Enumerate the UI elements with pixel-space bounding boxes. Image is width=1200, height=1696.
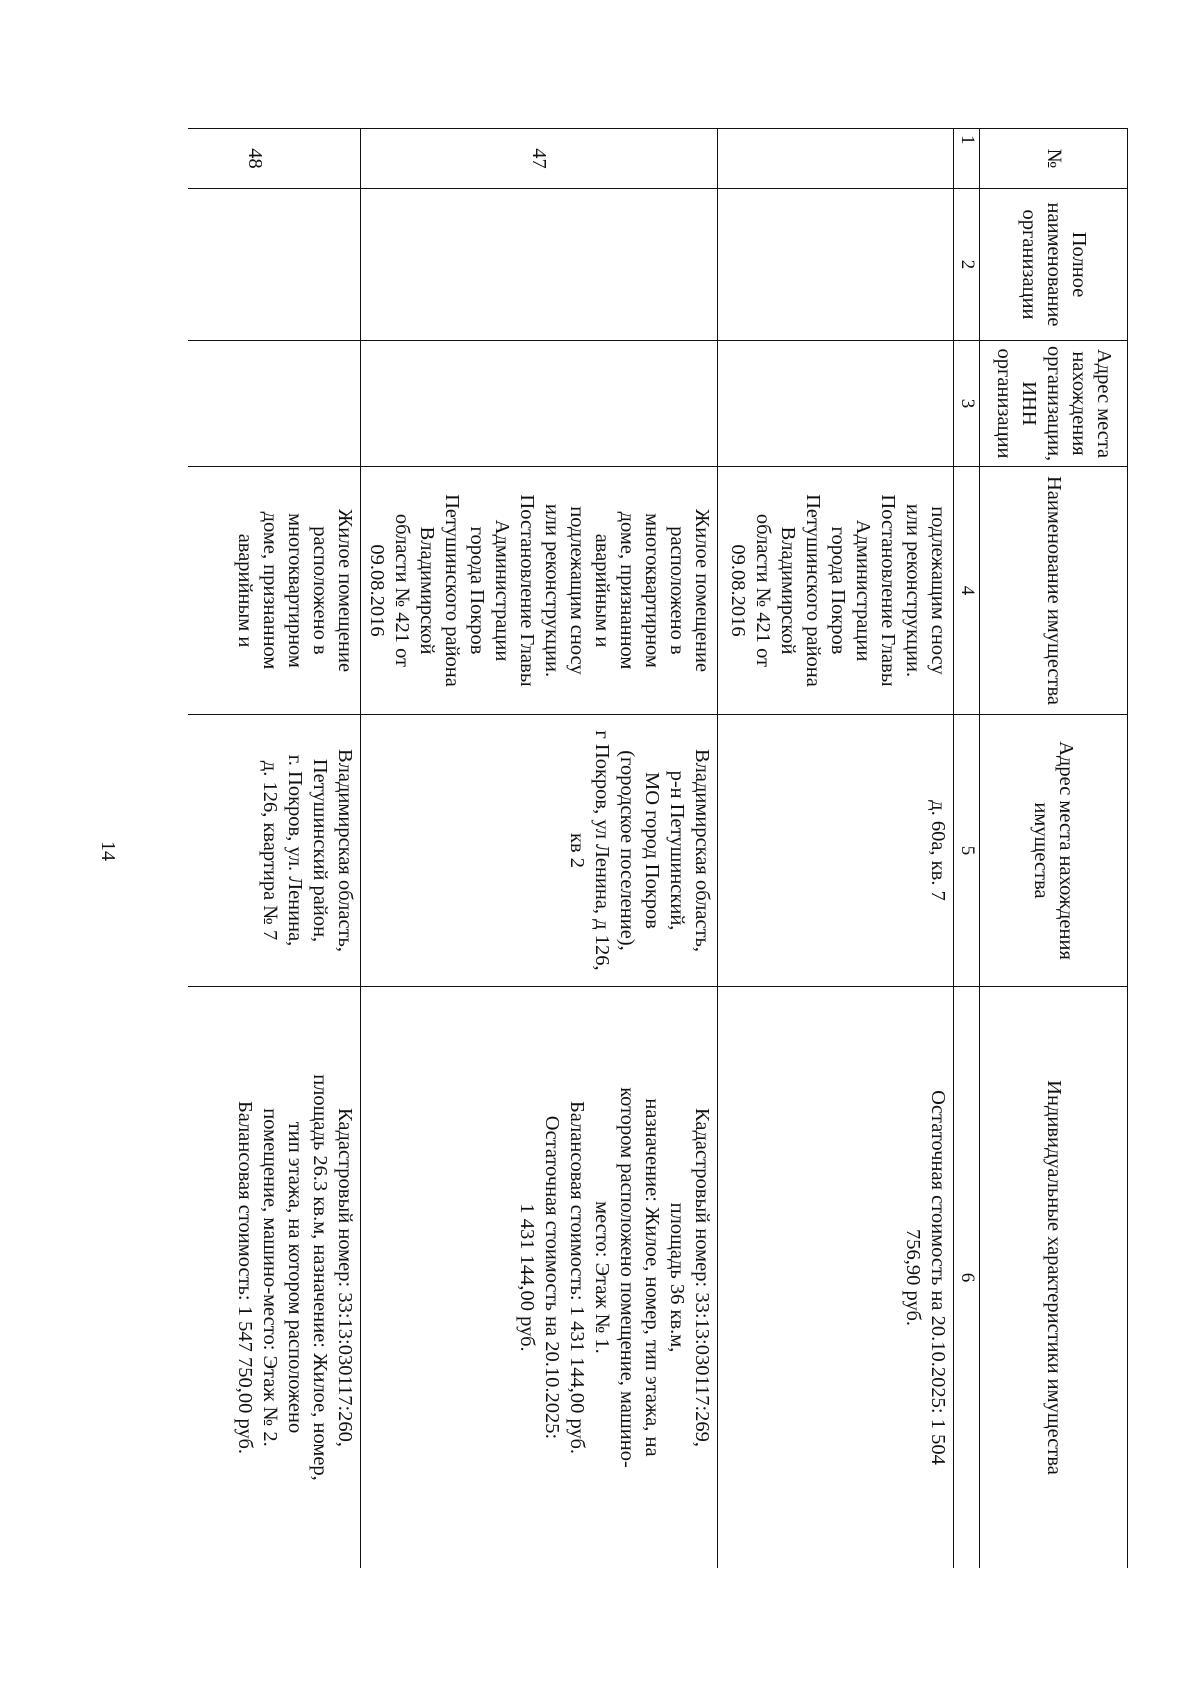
property-address-cell: Владимирская область, р-н Петушинский, МО город Покров (городское поселение), г Покров, ул Ленина, д 126, кв 2 — [361, 715, 718, 987]
org-name-cell — [718, 189, 954, 341]
column-number: 4 — [954, 467, 980, 715]
column-number: 6 — [954, 987, 980, 1569]
header-number: № — [980, 129, 1128, 189]
property-name-cell: подлежащим сносу или реконструкции. Постановление Главы Администрации города Покров Петушинского района Владимирской области № 421 от 09.08.2016 — [718, 467, 954, 715]
characteristics-cell: Кадастровый номер: 33:13:030117:269, площадь 36 кв.м, назначение: Жилое, номер, тип этажа, на котором расположено помещение, машино- место: Этаж № 1. Балансовая стоимость: 1 431 144,00 руб. Остаточная стоимость на 20.10.2025: 1 431 144,00 руб. — [361, 987, 718, 1569]
property-registry-table — [188, 128, 1128, 1568]
property-name-cell: Жилое помещение расположено в многоквартирном доме, признанном аварийным и — [188, 467, 361, 715]
header-property-name: Наименование имущества — [980, 467, 1128, 715]
characteristics-cell: Остаточная стоимость на 20.10.2025: 1 504 756,90 руб. — [718, 987, 954, 1569]
registry-table-frame — [188, 128, 1128, 1568]
org-address-cell — [718, 341, 954, 467]
table-row — [718, 129, 954, 1569]
org-name-cell — [361, 189, 718, 341]
table-row — [188, 129, 361, 1569]
org-address-cell — [361, 341, 718, 467]
table-row — [361, 129, 718, 1569]
row-number: 48 — [188, 129, 361, 189]
page-number: 14 — [97, 841, 119, 861]
column-number-row — [954, 129, 980, 1569]
header-property-address: Адрес места нахождения имущества — [980, 715, 1128, 987]
row-number — [718, 129, 954, 189]
column-number: 5 — [954, 715, 980, 987]
org-address-cell — [188, 341, 361, 467]
header-row — [980, 129, 1128, 1569]
property-address-cell: д. 60а, кв. 7 — [718, 715, 954, 987]
org-name-cell — [188, 189, 361, 341]
column-number: 1 — [954, 129, 980, 189]
column-number: 3 — [954, 341, 980, 467]
header-org-name: Полное наименование организации — [980, 189, 1128, 341]
column-number: 2 — [954, 189, 980, 341]
header-org-address: Адрес места нахождения организации, ИНН организации — [980, 341, 1128, 467]
characteristics-cell: Кадастровый номер: 33:13:030117:260, площадь 26.3 кв.м, назначение: Жилое, номер, тип этажа, на котором расположено помещение, машино-место: Этаж № 2. Балансовая стоимость: 1 547 750,00 руб. — [188, 987, 361, 1569]
registry-table-rotated — [188, 128, 1128, 1568]
row-number: 47 — [361, 129, 718, 189]
property-name-cell: Жилое помещение расположено в многоквартирном доме, признанном аварийным и подлежащим сносу или реконструкции. Постановление Главы Администрации города Покров Петушинского района Владимирской области № 421 от 09.08.2016 — [361, 467, 718, 715]
header-characteristics: Индивидуальные характеристики имущества — [980, 987, 1128, 1569]
property-address-cell: Владимирская область, Петушинский район, г. Покров, ул. Ленина, д. 126, квартира № 7 — [188, 715, 361, 987]
